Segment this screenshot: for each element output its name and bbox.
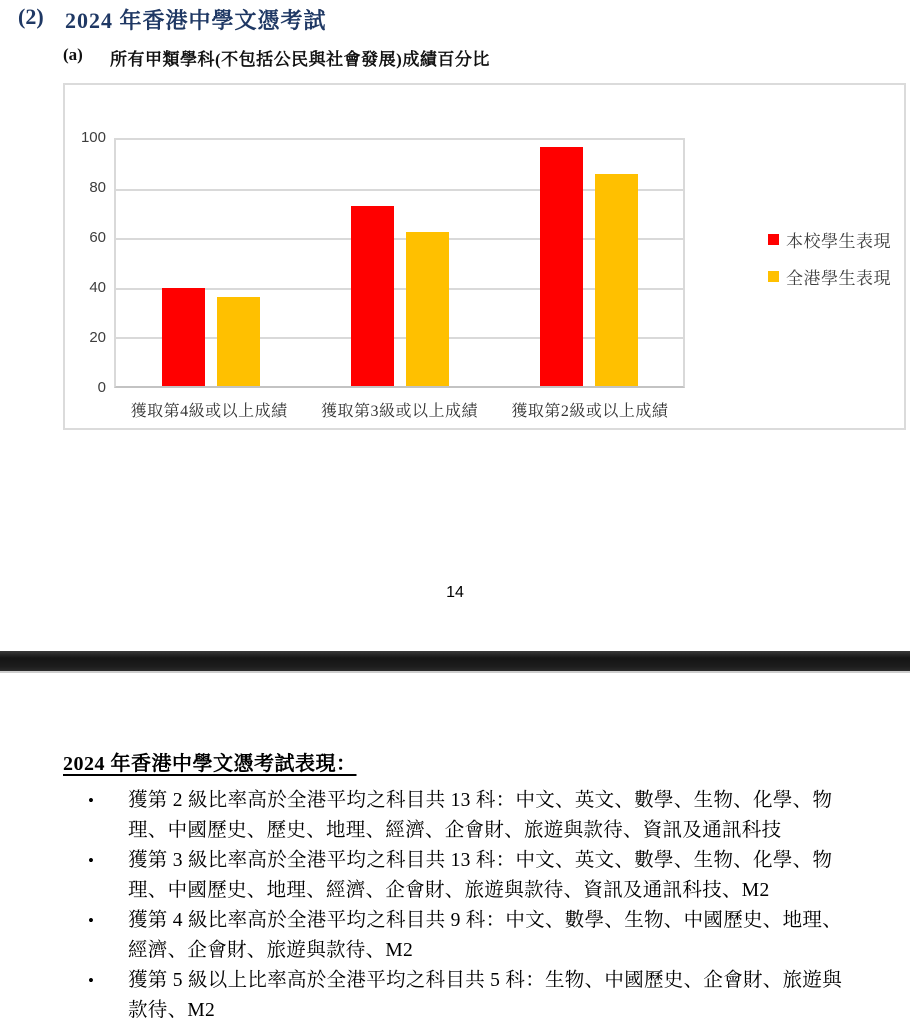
results-heading: 2024 年香港中學文憑考試表現： — [63, 753, 357, 775]
page-number: 14 — [446, 584, 464, 601]
bullet-text: 獲第 2 級比率高於全港平均之科目共 13 科：中文、英文、數學、生物、化學、物理、中國歷史、歷史、地理、經濟、企會財、旅遊與款待、資訊及通訊科技 — [128, 790, 833, 841]
legend-label: 本校學生表現 — [786, 232, 891, 251]
y-tick-label: 40 — [89, 279, 106, 296]
y-tick-label: 60 — [89, 229, 106, 246]
bullet-item-level5 — [63, 966, 853, 1026]
bar-school-level4 — [162, 288, 205, 386]
bullet-item-level3 — [63, 846, 853, 906]
bar-territory-level2 — [595, 174, 638, 386]
bar-territory-level3 — [406, 232, 449, 386]
bar-territory-level4 — [217, 297, 260, 386]
bar-group-level3 — [305, 140, 494, 386]
y-tick-label: 80 — [89, 179, 106, 196]
subsection-label: (a) — [63, 45, 83, 64]
legend-entry-school — [768, 227, 891, 252]
document-page-15 — [0, 673, 910, 1024]
legend-red-swatch-icon — [768, 234, 779, 245]
bar-groups — [116, 140, 683, 386]
bullet-text: 獲第 4 級比率高於全港平均之科目共 9 科：中文、數學、生物、中國歷史、地理、經濟、企會財、旅遊與款待、M2 — [128, 910, 842, 961]
bar-school-level3 — [351, 206, 394, 386]
x-axis-labels — [114, 398, 685, 421]
legend-yellow-swatch-icon — [768, 271, 779, 282]
section-number: (2) — [18, 4, 44, 29]
subsection-title: 所有甲類學科(不包括公民與社會發展)成績百分比 — [110, 50, 490, 69]
bar-school-level2 — [540, 147, 583, 386]
page-break-divider — [0, 651, 910, 673]
section-title: 2024 年香港中學文憑考試 — [65, 8, 327, 33]
bullet-text: 獲第 3 級比率高於全港平均之科目共 13 科：中文、英文、數學、生物、化學、物理、中國歷史、地理、經濟、企會財、旅遊與款待、資訊及通訊科技、M2 — [128, 850, 833, 901]
bar-chart — [63, 83, 906, 430]
legend-entry-territory — [768, 264, 891, 289]
x-category-label: 獲取第2級或以上成績 — [511, 403, 669, 420]
chart-legend — [768, 227, 891, 289]
bar-group-level2 — [494, 140, 683, 386]
bullet-item-level4 — [63, 906, 853, 966]
x-category-label: 獲取第4級或以上成績 — [130, 403, 288, 420]
y-tick-label: 0 — [97, 379, 106, 396]
bar-group-level4 — [116, 140, 305, 386]
bullet-dot: • — [88, 791, 95, 810]
bullet-text: 獲第 5 級以上比率高於全港平均之科目共 5 科：生物、中國歷史、企會財、旅遊與款待、M2 — [128, 970, 842, 1021]
plot-area — [114, 138, 685, 388]
bullet-dot: • — [88, 971, 95, 990]
legend-label: 全港學生表現 — [786, 269, 891, 288]
bullet-dot: • — [88, 911, 95, 930]
bullet-item-level2 — [63, 786, 853, 846]
bullet-dot: • — [88, 851, 95, 870]
results-bullet-list — [63, 786, 853, 1026]
x-category-label: 獲取第3級或以上成績 — [320, 403, 478, 420]
y-tick-label: 20 — [89, 329, 106, 346]
y-tick-label: 100 — [80, 129, 106, 146]
